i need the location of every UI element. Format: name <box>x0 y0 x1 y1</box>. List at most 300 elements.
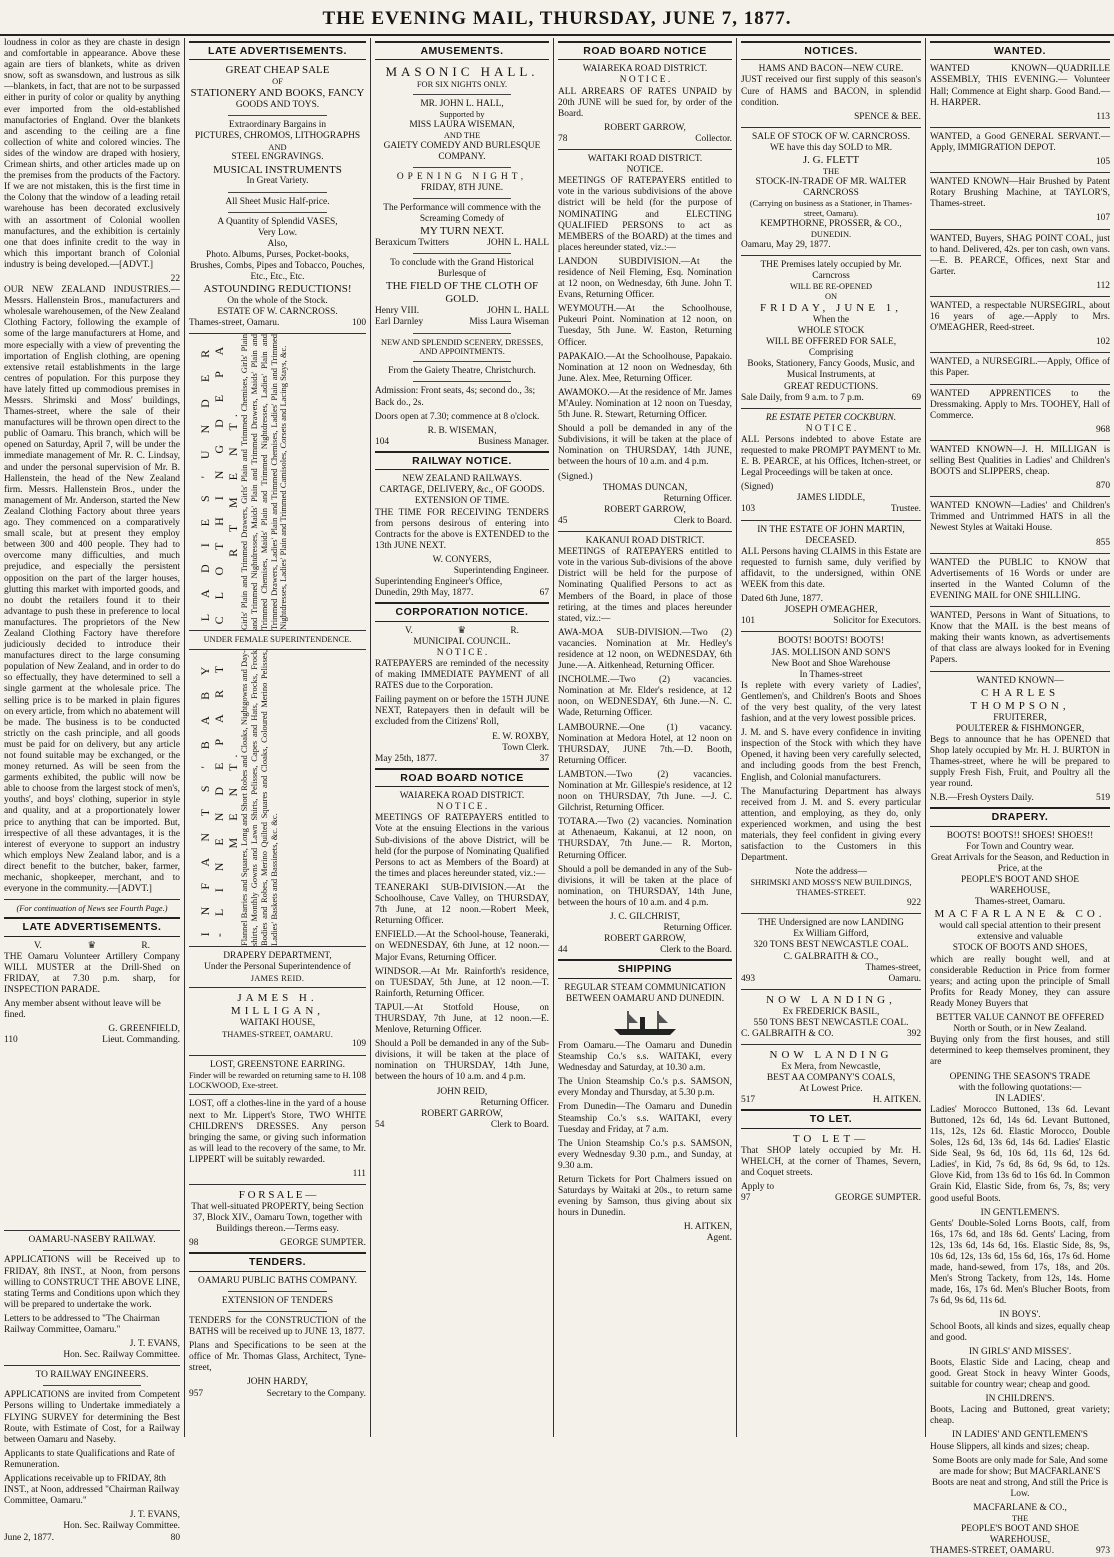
mollison-number: 922 <box>906 898 921 909</box>
tenders-signature: JOHN HARDY, <box>247 1377 308 1388</box>
better-value: BETTER VALUE CANNOT BE OFFERED <box>936 1013 1104 1024</box>
omeagher-number: 101 <box>741 616 756 627</box>
kempthorne: KEMPTHORNE, PROSSER, & CO., <box>760 218 902 229</box>
basil: Ex FREDERICK BASIL, <box>782 1006 880 1017</box>
railway-text: APPLICATIONS will be Received up to FRIDAY, 8th INST., at Noon, from persons willing to CONSTRUCT THE ABOVE LINE, stating Terms and Conditions upon which they will be prepared to undertake the work. <box>4 1255 180 1310</box>
column-road-board <box>553 38 736 1437</box>
conyers-number: 67 <box>539 588 549 599</box>
ladies-gents-heading: IN LADIES' AND GENTLEMEN'S <box>952 1430 1088 1441</box>
artillery-notice: THE Oamaru Volunteer Artillery Company WILL MUSTER at the Drill-Shed on FRIDAY, at 7.30 p.m. sharp, for INSPECTION PARADE. <box>4 951 180 995</box>
ladies-heading: L A D I E S ' U N D E R C L O T H I N G D E P A R T M E N T. <box>198 340 240 625</box>
milligan-number: 109 <box>351 1039 366 1050</box>
section-heading-late-ads: LATE ADVERTISEMENTS. <box>189 41 366 60</box>
kakanui-item: LAMBTON.—Two (2) vacancies. Nomination at Mr. Gillespie's residence, at 12 noon on THURSDAY, 7th June. —J. C. Gilchrist, Returning Officer. <box>558 769 732 814</box>
drapery-under: Under the Personal Superintendence of <box>204 962 351 973</box>
waitaki-item: WEYMOUTH.—At the Schoolhouse, Pukeuri Point. Nomination at 12 noon, on Tuesday, 5th June. W. Easton, Returning Officer. <box>558 304 732 348</box>
cartage: CARTAGE, DELIVERY, &c., OF GOODS. <box>379 485 545 496</box>
divider <box>741 913 921 914</box>
divider <box>930 496 1110 497</box>
cockburn-estate: RE ESTATE PETER COCKBURN. <box>765 412 897 423</box>
road-item: WINDSOR.—At Mr. Rainforth's residence, on TUESDAY, 5th June, at 12 noon.—T. Rainforth, Returning Officer. <box>375 966 549 999</box>
divider <box>413 167 510 168</box>
engineers-date: June 2, 1877. <box>4 1532 54 1543</box>
divider <box>413 253 510 254</box>
ladies-heading: IN LADIES'. <box>995 1093 1045 1104</box>
conyers-title: Superintending Engineer. <box>453 566 549 577</box>
my-turn-next: MY TURN NEXT. <box>420 225 504 238</box>
corporation-footer <box>375 754 549 765</box>
mollison-text-3: The Manufacturing Department has always received from J. M. and S. every particular attention, and employing, as they do, only experienced workmen, and using the best materials, they feel confident in giving every satisfaction to the Customers in this Department. <box>741 786 921 864</box>
notice: N O T I C E . <box>436 802 488 813</box>
waitaki-item: PAPAKAIO.—At the Schoolhouse, Papakaio. Nomination at 12 noon on Wednesday, 6th June. Alex. Mee, Returning Officer. <box>558 351 732 384</box>
boots-heading: BOOTS! BOOTS! BOOTS! <box>777 636 885 647</box>
garrow-number: 54 <box>375 1119 385 1130</box>
books-stationery: Books, Stationery, Fancy Goods, Music, and Musical Instruments, at <box>747 359 915 381</box>
mollison-name: JAS. MOLLISON AND SON'S <box>771 647 891 658</box>
wanted-number: 112 <box>1096 280 1110 291</box>
divider <box>741 127 921 128</box>
garrow-title: Clerk to the Board. <box>660 945 732 956</box>
ladies-list: Ladies' Morocco Buttoned, 13s 6d. Levant Buttoned, 12s 6d, 14s 6d. Levant Buttoned, 11s, 12s, 12s 6d. Elastic Morocco, Double Soles, 12s 6d, 13s 6d, 14s 6d. Ladies' Elastic Side Seal, 9s 6d, 10s 6d, 11s 6d, 12s 6d. Ladies', in Kid, 7s 6d, 8s 6d, 9s 6d, to 12s. Glove Kid, from 13s 6d to 16s 6d. In Common Grain Kid, Elastic Side, from 6s, 7s, 8s; very good useful Boots. <box>930 1104 1110 1204</box>
section-heading-railway: RAILWAY NOTICE. <box>375 451 549 470</box>
divider <box>228 1291 327 1292</box>
aitken-signature: H. AITKEN, <box>683 1222 732 1233</box>
waitaki-item: LANDON SUBDIVISION.—At the residence of Neil Fleming, Esq. Nomination at 12 noon, on Wednesday, 6th June. John T. Evans, Returning Officer. <box>558 256 732 301</box>
gaiety-company: GAIETY COMEDY AND BURLESQUE COMPANY. <box>383 140 541 162</box>
sale-low: Very Low. <box>258 227 297 238</box>
laura-wiseman: MISS LAURA WISEMAN, <box>409 119 515 130</box>
mollison-address: SHRIMSKI AND MOSS'S NEW BUILDINGS, THAMES-STREET. <box>750 878 912 898</box>
news-article-industries: OUR NEW ZEALAND INDUSTRIES.—Messrs. Hallenstein Bros., manufacturers and wholesale warehousemen, of the New Zealand Clothing Factory, following the example of some of the large manufacturers at Home, and more especially with a view of preventing the importation of English clothing, are opening extensive retail establishments in the large centres of population. For this purpose they have lately fitted up commodious premises in Messrs. Shrimski and Moss' buildings, Thames-street, where the sale of their manufactures will be thrown open direct to the public of Oamaru. This branch, which will be opened on Saturday, April 7, will be under the immediate management of Mr. R. C. Lindsay, and under the personal supervision of Mr. B. Hallenstein, the head of the New Zealand firm. Messrs. Hallenstein Bros., under the management of Mr. Anderson, started the New Zealand Clothing Factory about three years ago. They commenced on a comparatively small scale, but at present they employ between 300 and 400 people. They had to overcome many difficulties, and much prejudice, and especially the persistent opposition on the part of the larger houses, glutting this market with imported goods, and no doubt the retailers found it to their advantage to push these in preference to local manufactures. The proprietors of the New Zealand Clothing Factory have therefore judiciously decided to introduce their manufactures direct to the large consuming population of New Zealand, and in order to do so effectually, they have determined to sell a single garment at the wholesale price. The selling price is to be marked in plain figures on every article, from which no abatement will be made. The business is to be conducted strictly on the cash principle, and all goods must be paid for on delivery, but any article not found suitable may be exchanged, or the money returned. As will be seen from the garments exhibited, the public will now be able to choose from the largest stock of men's, youths', and boys' clothing, superior in style and quality, and at a proportionately lower price to anything that can be imported. But, irrespective of all these advantages, it is the interest of everyone to support an industry which employs New Zealand labor, and is a direct benefit to the butcher, baker, farmer, mechanic, shopkeeper, merchant, and to everyone in the community.—[ADVT.] <box>4 285 180 895</box>
divider <box>741 989 921 990</box>
ship-schedule: From Oamaru.—The Oamaru and Dunedin Steamship Co.'s s.s. WAITAKI, every Wednesday and Saturday, at 10.30 a.m. <box>558 1040 732 1074</box>
section-heading-wanted: WANTED. <box>930 41 1110 60</box>
waitaki-poll: Should a poll be demanded in any of the Subdivisions, it will be taken at the place of Nomination on THURSDAY, 14th JUNE, between the hours of 10 a.m. and 4 p.m. <box>558 424 732 468</box>
divider <box>930 553 1110 554</box>
divider <box>4 1365 180 1366</box>
wanted-ad: WANTED, a respectable NURSEGIRL, about 16 years of age.—Apply to Mrs. O'MEAGHER, Reed-street. <box>930 300 1110 334</box>
conyers-footer <box>375 588 549 599</box>
divider <box>930 352 1110 353</box>
hams-text: JUST received our first supply of this season's Cure of HAMS and BACON, in splendid condition. <box>741 75 921 108</box>
cast-role: Henry VIII. <box>375 306 420 317</box>
sale-also: Also, <box>267 238 288 249</box>
kakanui-meetings: MEETINGS of RATEPAYERS entitled to vote in the various Sub-divisions of the above District will be held for the purpose of Nominating Qualified Persons to act as Members of the Board, in place of those retiring, at the times and places hereunder stated, viz.:— <box>558 547 732 624</box>
from-gaiety: From the Gaiety Theatre, Christchurch. <box>388 366 536 377</box>
lost-dresses-number: 111 <box>352 1168 366 1179</box>
sale-vases: A Quantity of Splendid VASES, <box>217 216 338 227</box>
reid-signature: JOHN REID, <box>436 1086 488 1097</box>
milligan-name: JAMES H. MILLIGAN, <box>230 992 325 1018</box>
garrow-title: Collector. <box>695 133 732 144</box>
engineers-text: APPLICATIONS are invited from Competent Persons willing to Undertake immediately a FLYING SURVEY for determining the Best Route, with Estimate of Cost, for a Railway between Oamaru and Naseby. <box>4 1390 180 1445</box>
boys-heading: IN BOYS'. <box>999 1310 1041 1321</box>
lowest-price: At Lowest Price. <box>799 1084 863 1095</box>
sale-and: AND <box>268 142 287 152</box>
artillery-note: Any member absent without leave will be fined. <box>4 998 161 1021</box>
gifford: Ex William Gifford, <box>793 929 869 940</box>
column-news <box>0 38 184 1543</box>
conclude: To conclude with the Grand Historical Burlesque of <box>390 258 534 280</box>
infants-department <box>189 649 366 947</box>
section-heading-road-board: ROAD BOARD NOTICE <box>558 41 732 60</box>
for-sale-signature: GEORGE SUMPTER. <box>280 1238 366 1249</box>
milligan-address: THAMES-STREET, OAMARU. <box>222 1029 333 1039</box>
artillery-title: Lieut. Commanding. <box>102 1035 180 1046</box>
scenery: NEW AND SPLENDID SCENERY, DRESSES, AND APPOINTMENTS. <box>380 337 544 357</box>
divider <box>741 255 921 256</box>
aitken-number: 517 <box>741 1095 756 1106</box>
stock-of-boots: STOCK OF BOOTS AND SHOES, <box>952 943 1088 954</box>
conyers-date: Dunedin, 29th May, 1877. <box>375 588 474 599</box>
for-sale-footer <box>189 1238 366 1249</box>
wanted-ad: WANTED, a Good GENERAL SERVANT.—Apply, IMMIGRATION DEPOT. <box>930 131 1110 153</box>
thompson-name: CHARLES THOMPSON, <box>970 686 1070 712</box>
garrow-signature: ROBERT GARROW, <box>604 934 686 945</box>
corporation-fail: Failing payment on or before the 15TH JUNE NEXT, Ratepayers then in default will be excluded from the Citizens' Roll, <box>375 695 549 728</box>
duncan-signature: THOMAS DUNCAN, <box>602 482 688 493</box>
road-poll: Should a Poll be demanded in any of the Sub-divisions, it will be taken at the place of nomination on THURSDAY, 14th June, between the hours of 10 a.m. and 4 p.m. <box>375 1039 549 1083</box>
wanted-number: 107 <box>1095 213 1110 224</box>
cast-row <box>375 306 549 317</box>
infants-department-rotated <box>199 650 359 946</box>
rhyme: Some Boots are only made for Sale, And some are made for show; But MACFARLANE'S Boots are neat and strong, And still the Price is Low. <box>931 1455 1108 1499</box>
apply-to: Apply to <box>741 1182 775 1193</box>
omeagher-signature: JOSEPH O'MEAGHER, <box>784 605 878 616</box>
ladies-department-rotated <box>199 334 359 630</box>
drapery-name: JAMES REID. <box>250 973 305 983</box>
cast-row <box>375 317 549 328</box>
arrivals: Great Arrivals for the Season, and Reduction in Price, at the <box>930 852 1110 874</box>
sale-bargains: Extraordinary Bargains in <box>228 120 327 131</box>
macfarlane-name: MACFARLANE & CO. <box>934 908 1106 921</box>
engineers-title: Hon. Sec. Railway Committee. <box>63 1521 180 1532</box>
lost-earring-number: 108 <box>351 1070 366 1081</box>
garrow-title: Clerk to Board. <box>490 1119 549 1130</box>
sold-text: WE have this day SOLD to MR. <box>769 142 893 153</box>
vr-left: V. <box>34 940 42 951</box>
whole-stock: WHOLE STOCK <box>797 326 865 337</box>
divider <box>189 987 366 988</box>
signed: (Signed.) <box>558 471 593 482</box>
waitaki-item: AWAMOKO.—At the residence of Mr. James M'Auley. Nomination at 12 noon on Tuesday, 5th June. R. Stewart, Returning Officer. <box>558 387 732 421</box>
for-sale-text: That well-situated PROPERTY, being Section 37, Block XIV., Oamaru Town, together with Buildings thereon.—Terms easy. <box>191 1202 364 1235</box>
railway-title: Hon. Sec. Railway Committee. <box>63 1350 180 1361</box>
railway-signature: J. T. EVANS, <box>129 1339 180 1350</box>
macfarlane-text-2: which are really bought well, and at considerable Reduction in Price from former years; and acting upon the principle of Small Profits for Ready Money, they can assure Ready Money Buyers that <box>930 954 1110 1009</box>
wanted-number: 113 <box>1096 111 1110 122</box>
continuation-note: (For continuation of News see Fourth Page.) <box>16 904 168 914</box>
tenders-plans: Plans and Specifications to be seen at the office of Mr. Thomas Glass, Architect, Tyne-street, <box>189 1341 366 1374</box>
sale-number: 100 <box>351 318 366 329</box>
divider <box>228 212 327 213</box>
cast-role: Beraxicum Twitters <box>375 238 449 249</box>
column-wanted <box>925 38 1114 1557</box>
sale-albums: Photo. Albums, Purses, Pocket-books, Brushes, Combs, Pipes and Tobacco, Pouches, Etc., Etc., Etc. <box>190 249 365 283</box>
railway-heading: OAMARU-NASEBY RAILWAY. <box>28 1235 156 1246</box>
carrying-on: (Carrying on business as a Stationer, in Thames-street, Oamaru). <box>749 199 913 218</box>
dunedin: DUNEDIN. <box>810 230 852 239</box>
comprising: Comprising <box>808 348 854 359</box>
tenders-number: 957 <box>189 1388 204 1399</box>
masthead-rule <box>0 34 1114 36</box>
six-nights: FOR SIX NIGHTS ONLY. <box>416 79 508 89</box>
engineers-signature: J. T. EVANS, <box>129 1510 180 1521</box>
sale-address: Thames-street, Oamaru. <box>189 318 280 329</box>
section-heading-to-let: TO LET. <box>741 1109 921 1128</box>
divider <box>741 1044 921 1045</box>
infants-items: Flannel Barries and Squares, Long and Short Robes and Cloaks, Nightgowns and Day-shirts, Monthly Gowns and Lawn Shirts, Pelisses, Capes and Hats, Frocks, Frock Bodies and Robes, Merino Quilted Squares and Cloaks, Coloured Merino Pelisses, Ladies' Baskets and Bassinets, &c. &c. <box>239 650 279 947</box>
section-heading-notices: NOTICES. <box>741 41 921 60</box>
admission: Admission: Front seats, 4s; second do., 3s; Back do., 2s. <box>375 386 536 408</box>
garrow-footer <box>558 134 732 145</box>
notice: N O T I C E . <box>619 75 671 86</box>
for-sale-number: 98 <box>189 1238 199 1249</box>
vr-row <box>375 626 549 637</box>
peoples-warehouse: PEOPLE'S BOOT AND SHOE WAREHOUSE, <box>961 875 1079 897</box>
wanted-number: 855 <box>1095 537 1110 548</box>
vr-row <box>4 941 180 952</box>
mollison-text: Is replete with every variety of Ladies', Gentlemen's, and Children's Boots and Shoes of the very best quality, of the very latest fashion, and at the very lowest possible prices. <box>741 680 921 725</box>
sale-line: STATIONERY AND BOOKS, FANCY <box>190 87 365 100</box>
spence-signature: SPENCE & BEE. <box>854 111 921 122</box>
divider <box>930 671 1110 672</box>
aitken-footer <box>741 1095 921 1106</box>
doors: Doors open at 7.30; commence at 8 o'clock. <box>375 411 540 422</box>
oysters-row <box>930 793 1110 804</box>
crown-icon: ♛ <box>457 625 466 636</box>
divider <box>930 296 1110 297</box>
wanted-ad: WANTED KNOWN—Ladies' and Children's Trimmed and Untrimmed HATS in all the Newest Styles at Waitaki House. <box>930 501 1110 534</box>
municipal-council: MUNICIPAL COUNCIL. <box>413 636 511 647</box>
cast-role: Earl Darnley <box>375 317 424 328</box>
peoples-street: Thames-street, Oamaru. <box>974 897 1066 908</box>
kakanui-district: KAKANUI ROAD DISTRICT. <box>585 536 705 547</box>
notice: N O T I C E . <box>436 647 488 658</box>
north-south: North or South, or in New Zealand. <box>953 1024 1087 1035</box>
liddle-number: 103 <box>741 504 756 515</box>
divider <box>43 1250 142 1251</box>
duncan-title: Returning Officer. <box>663 493 732 504</box>
field-of-cloth: THE FIELD OF THE CLOTH OF GOLD. <box>385 280 539 306</box>
boys-list: School Boots, all kinds and sizes, equally cheap and good. <box>930 1321 1110 1343</box>
now-landing: NOW LANDING, <box>766 993 896 1006</box>
wanted-number: 102 <box>1095 337 1110 348</box>
performance-intro: The Performance will commence with the Screaming Comedy of <box>383 202 541 225</box>
divider <box>741 408 921 409</box>
great-reductions: GREAT REDUCTIONS. <box>783 381 879 392</box>
wanted-ad: WANTED KNOWN—Hair Brushed by Patent Rotary Brushing Machine, at TAYLOR'S, Thames-street. <box>930 177 1110 210</box>
masthead: THE EVENING MAIL, THURSDAY, JUNE 7, 1877. <box>322 8 792 29</box>
sale-variety: In Great Variety. <box>246 176 309 187</box>
sale-goods: GOODS AND TOYS. <box>235 100 320 111</box>
kakanui-item: AWA-MOA SUB-DIVISION.—Two (2) vacancies. Nomination at Mr. Hedley's residence at 12 noon, on WEDNESDAY, 6th June.—A. Aitkenhead, Returning Officer. <box>558 627 732 672</box>
cockburn-text: ALL Persons indebted to above Estate are requested to make PROMPT PAYMENT to Mr. E. B. PEARCE, at his Offices, Itchen-street, or Legal Proceedings will be taken at once. <box>741 434 921 479</box>
galbraith-footer <box>741 1029 921 1040</box>
engineers-number: 80 <box>170 1532 180 1543</box>
cast-actor: JOHN L. HALL <box>487 238 549 249</box>
column-notices <box>736 38 925 1437</box>
wanted-known: WANTED KNOWN— <box>976 675 1064 686</box>
liddle-signature: JAMES LIDDLE, <box>796 493 866 504</box>
wanted-ad: WANTED KNOWN—J. H. MILLIGAN is selling Best Qualities in Ladies' and Children's BOOTS and SLIPPERS, cheap. <box>930 444 1110 478</box>
offered-for-sale: WILL BE OFFERED FOR SALE, <box>765 337 897 348</box>
aitken-title: Agent. <box>706 1233 732 1244</box>
road-item: TAPUI.—At Stotfold House, on THURSDAY, 7th June, at 12 noon.—E. Menlove, Returning Officer. <box>375 1002 549 1036</box>
divider <box>4 1230 180 1231</box>
coal-tons: 320 TONS BEST NEWCASTLE COAL. <box>753 940 909 951</box>
when-the: When the <box>812 314 850 325</box>
roxby-signature: E. W. ROXBY, <box>492 731 549 742</box>
landing: THE Undersigned are now LANDING <box>758 918 904 929</box>
the: THE <box>1011 1514 1029 1524</box>
signed: (Signed) <box>741 482 774 493</box>
aitken-signature: H. AITKEN. <box>872 1095 921 1106</box>
oysters-number: 519 <box>1095 793 1110 804</box>
engineers-heading: TO RAILWAY ENGINEERS. <box>35 1370 149 1381</box>
macfarlane-number: 973 <box>1095 1546 1110 1557</box>
cast-actor: Miss Laura Wiseman <box>469 317 549 328</box>
divider <box>228 192 327 193</box>
divider <box>930 384 1110 385</box>
sumpter-footer <box>741 1193 921 1204</box>
lost-earring-row <box>189 1071 366 1091</box>
cast-actor: JOHN L. HALL <box>487 306 549 317</box>
galbraith-number: 493 <box>741 973 756 984</box>
gilchrist-signature: J. C. GILCHRIST, <box>610 912 680 923</box>
road-item: TEANERAKI SUB-DIVISION.—At the Schoolhouse, Cave Valley, on THURSDAY, 7th June, at 12 noon.—Robert Meek, Returning Officer. <box>375 882 549 927</box>
steamship-icon <box>610 1009 680 1037</box>
divider <box>4 899 180 900</box>
masonic-hall: MASONIC HALL. <box>385 64 539 80</box>
notice: N O T I C E . <box>805 423 857 434</box>
macfarlane-text: would call special attention to their present extensive and valuable <box>939 921 1101 943</box>
sale-pictures: PICTURES, CHROMOS, LITHOGRAPHS <box>194 131 361 142</box>
engineers-footer <box>4 1533 180 1544</box>
divider <box>413 198 510 199</box>
ship-schedule: From Dunedin—The Oamaru and Dunedin Steamship Co.'s s.s. WAITAKI, every Tuesday and Friday, at 7 a.m. <box>558 1102 732 1135</box>
macfarlane-footer <box>930 1546 1110 1557</box>
divider <box>930 606 1110 607</box>
divider <box>930 172 1110 173</box>
macfarlane-signature: MACFARLANE & CO., <box>973 1502 1067 1513</box>
notice: NOTICE. <box>626 165 664 176</box>
flett-name: J. G. FLETT <box>802 154 860 167</box>
gents-list: Gents' Double-Soled Lorns Boots, calf, from 16s, 17s 6d, and 18s 6d. Gents' Lacing, from 12s, 13s 6d, 14s 6d, 16s. Elastic Side, 8s, 9s, 10s 6d, 12s, 13s 6d, 15s 6d, 16s, 17s 6d. Home made, hand-sewed, from 17s, 18s, and 20s. Men's Strong Tackety, from 12s, 14s. Home made, 16s, 17s 6d. Men's Blucher Boots, from 7s 6d, 9s 6d, 11s 6d. <box>930 1218 1110 1307</box>
kakanui-item: LAMBOURNE.—One (1) vacancy. Nomination at Medora Hotel, at 12 noon on THURSDAY, JUNE 7th.—D. Booth, Returning Officer. <box>558 722 732 766</box>
mollison-sub: New Boot and Shoe Warehouse <box>771 658 891 669</box>
news-article-number: 22 <box>170 273 180 284</box>
divider <box>741 520 921 521</box>
waitaki-district: WAITAKI ROAD DISTRICT. <box>587 154 703 165</box>
sale-daily: Sale Daily, from 9 a.m. to 7 p.m. <box>741 392 864 403</box>
drapery-department: DRAPERY DEPARTMENT, <box>223 951 332 962</box>
wanted-number: 870 <box>1095 481 1110 492</box>
cast-row <box>375 238 549 249</box>
waiareka-district: WAIAREKA ROAD DISTRICT. <box>399 791 525 802</box>
crown-icon: ♛ <box>87 940 96 951</box>
ship-schedule: The Union Steamship Co.'s p.s. SAMSON, every Wednesday 9.30 p.m., and Sunday, at 9.30 a.m. <box>558 1138 732 1171</box>
corporation-text: RATEPAYERS are reminded of the necessity of making IMMEDIATE PAYMENT of all RATES due to the Corporation. <box>375 658 549 692</box>
kakanui-item: INCHOLME.—Two (2) vacancies. Nomination at Mr. Elder's residence, at 12 noon, on WEDNESDAY, 6th June.—N. C. Wade, Returning Officer. <box>558 675 732 719</box>
wanted-ad: WANTED, a NURSEGIRL.—Apply, Office of this Paper. <box>930 357 1110 379</box>
to-let: TO LET— <box>792 1132 870 1145</box>
sale-of-stock: SALE OF STOCK OF W. CARNCROSS. <box>752 131 910 142</box>
engineers-text-3: Applications receivable up to FRIDAY, 8th INST., at Noon, addressed "Chairman Railway Committee, Oamaru." <box>4 1474 180 1507</box>
for-town: For Town and Country wear. <box>966 841 1074 852</box>
column-late-ads <box>184 38 370 1437</box>
artillery-signature: G. GREENFIELD, <box>108 1024 180 1035</box>
buying: Buying only from the first houses, and still determined to keep themselves prominent, they are <box>930 1035 1110 1068</box>
divider <box>413 333 510 334</box>
conyers-office: Superintending Engineer's Office, <box>375 577 503 588</box>
roxby-title: Town Clerk. <box>502 742 549 753</box>
for-sale-heading: F O R S A L E — <box>238 1189 317 1202</box>
hall-mr: MR. JOHN L. HALL, <box>420 98 504 109</box>
lost-earring-text: Finder will be rewarded on returning same to H. LOCKWOOD, Exe-street. <box>189 1070 351 1090</box>
thompson-text: Begs to announce that he has OPENED that Shop lately occupied by Mr. H. J. BURTON in Thames-street, where he will be prepared to supply Fresh Fish, Fruit, and Poultry all the year round. <box>930 734 1110 790</box>
railway-letters: Letters to be addressed to "The Chairman Railway Committee, Oamaru." <box>4 1313 160 1335</box>
rbw-signature: R. B. WISEMAN, <box>427 425 497 436</box>
divider <box>228 1311 327 1312</box>
divider <box>413 381 510 382</box>
wanted-number: 105 <box>1095 157 1110 168</box>
friday-june: FRIDAY, JUNE 1, <box>760 302 902 314</box>
corporation-date: May 25th, 1877. <box>375 753 437 764</box>
sale-daily-row <box>741 393 921 404</box>
macfarlane-street: THAMES-STREET, OAMARU. <box>930 1546 1055 1557</box>
mera: Ex Mera, from Newcastle, <box>781 1062 881 1073</box>
road-item: ENFIELD.—At the School-house, Teaneraki, on WEDNESDAY, 6th June, at 12 noon.—Major Evans, Returning Officer. <box>375 930 549 963</box>
garrow-title: Clerk to Board. <box>673 515 732 526</box>
opening-trade: OPENING THE SEASON'S TRADE <box>949 1071 1091 1082</box>
and-the: AND THE <box>443 130 481 140</box>
sale-reductions: ASTOUNDING REDUCTIONS! <box>203 283 352 296</box>
oamaru-date: Oamaru, May 29, 1877. <box>741 239 831 250</box>
liddle-footer <box>741 504 921 515</box>
omeagher-footer <box>741 616 921 627</box>
wanted-ad: WANTED, Persons in Want of Situations, to Know that the MAIL is the best means of making their wants known, as advertisements of that class are always looked for in Evening Papers. <box>930 611 1110 666</box>
mollison-note: Note the address— <box>795 867 867 878</box>
waitaki-meetings: MEETINGS OF RATEPAYERS entitled to vote in the various subdivisions of the above district will be held (for the purpose of NOMINATING and ELECTING QUALIFIED PERSONS to act as MEMBERS of the BOARD) at the times and places hereunder stated, viz.:— <box>558 176 732 253</box>
galbraith-footer <box>741 974 921 985</box>
stock-in-trade: STOCK-IN-TRADE OF MR. WALTER CARNCROSS <box>755 176 907 198</box>
vr-right: R. <box>510 625 519 636</box>
garrow-footer <box>375 1120 549 1131</box>
galbraith-signature: C. GALBRAITH & CO., <box>783 951 879 962</box>
mollison-text-2: J. M. and S. have every confidence in inviting inspection of the Stock with which they have Opened, it having been very carefully selected, and including goods from the best French, English, and Colonial manufacturers. <box>741 728 921 783</box>
boots-shoes: BOOTS! BOOTS!! SHOES! SHOES!! <box>946 830 1094 841</box>
girls-heading: IN GIRLS' AND MISSES'. <box>968 1346 1072 1357</box>
garrow-footer <box>558 516 732 527</box>
sale-sheet-music: All Sheet Music Half-price. <box>225 196 330 207</box>
quotations: with the following quotations:— <box>958 1082 1082 1093</box>
wanted-ad: WANTED, Buyers, SHAG POINT COAL, just to hand. Delivered, 42s. per ton cash, own vans.—E. B. PEARCE, Offices, next Star and Garter. <box>930 233 1110 277</box>
martin-text: ALL Persons having CLAIMS in this Estate are requested to furnish same, duly verified by affidavit, to the undersigned, within ONE WEEK from this date. <box>741 546 921 591</box>
engineers-text-2: Applicants to state Qualifications and Rate of Remuneration. <box>4 1448 175 1470</box>
wanted-ad: WANTED KNOWN—QUADRILLE ASSEMBLY, THIS EVENING.— Volunteer Hall; Commence at Eight sharp. Good Band.—H. HARPER. <box>930 64 1110 108</box>
divider <box>189 1094 366 1095</box>
infants-heading: I N F A N T S ' B A B Y - L I N E N D E P A R T M E N T. <box>198 659 240 938</box>
fruiterer: FRUITERER, <box>993 712 1047 723</box>
rbw-number: 104 <box>375 436 390 447</box>
ship-schedule: Return Tickets for Port Chalmers issued on Saturdays by Waitaki at 20s., to return same evening by Samson, thus giving about six hours in Dunedin. <box>558 1175 732 1219</box>
best-coals: BEST AA COMPANY'S COALS, <box>766 1073 896 1084</box>
ladies-gents-list: House Slippers, all kinds and sizes; cheap. <box>930 1441 1090 1452</box>
section-heading-corporation: CORPORATION NOTICE. <box>375 602 549 621</box>
galbraith-street: Thames-street, <box>865 962 921 973</box>
artillery-footer <box>4 1035 180 1046</box>
